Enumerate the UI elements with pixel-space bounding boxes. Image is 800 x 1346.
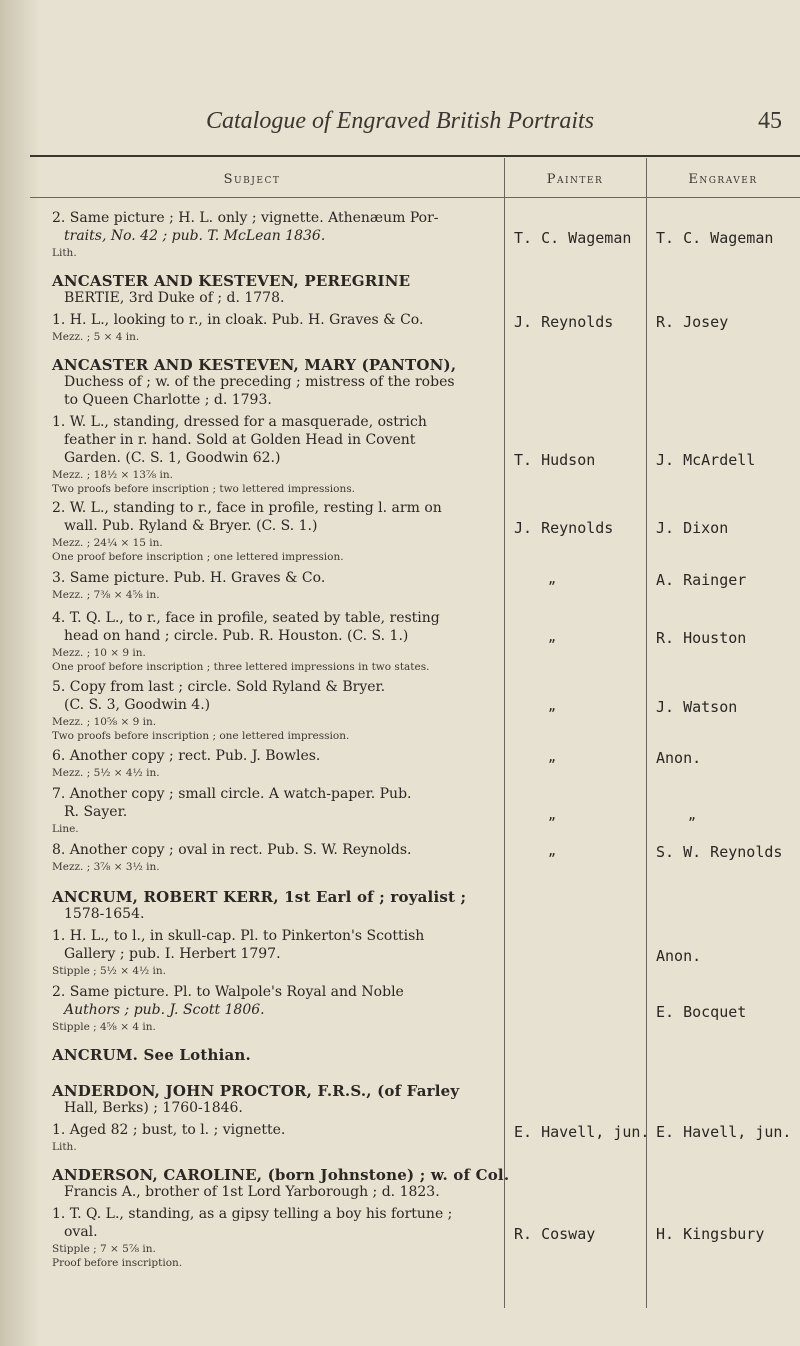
heading-name: ANCRUM, ROBERT KERR, 1st Earl of ; royalist ; <box>52 888 467 906</box>
painter-name: T. Hudson <box>514 451 596 469</box>
entry-medium: Lith. <box>52 1141 77 1153</box>
painter-ditto: „ <box>548 844 556 859</box>
entry-text: Gallery ; pub. I. Herbert 1797. <box>64 946 281 962</box>
engraver-name: T. C. Wageman <box>656 229 774 247</box>
engraver-name: E. Havell, jun. <box>656 1123 792 1141</box>
engraver-name: J. Dixon <box>656 519 729 537</box>
column-header-engraver: Engraver <box>688 172 758 187</box>
entry-medium: Stipple ; 4⅝ × 4 in. <box>52 1021 156 1033</box>
entry-medium: Mezz. ; 3⅞ × 3½ in. <box>52 861 160 873</box>
painter-name: E. Havell, jun. <box>514 1123 650 1141</box>
entry-text: 1. Aged 82 ; bust, to l. ; vignette. <box>52 1122 286 1138</box>
painter-ditto: „ <box>548 808 556 823</box>
entry-text: wall. Pub. Ryland & Bryer. (C. S. 1.) <box>64 518 318 534</box>
entry-text: 2. Same picture ; H. L. only ; vignette. Athenæum Por- <box>52 210 439 226</box>
entry-medium: Lith. <box>52 247 77 259</box>
entry-medium: Stipple ; 7 × 5⅞ in. <box>52 1243 156 1255</box>
entry-text: 1. W. L., standing, dressed for a masquerade, ostrich <box>52 414 427 430</box>
engraver-name: J. McArdell <box>656 451 756 469</box>
painter-ditto: „ <box>548 572 556 587</box>
heading-detail: to Queen Charlotte ; d. 1793. <box>64 392 272 408</box>
heading-detail: Hall, Berks) ; 1760-1846. <box>64 1100 243 1116</box>
entry-medium: Line. <box>52 823 79 835</box>
header-rule <box>30 197 800 198</box>
entry-text: oval. <box>64 1224 98 1240</box>
engraver-name: J. Watson <box>656 698 738 716</box>
entry-text: 1. H. L., to l., in skull-cap. Pl. to Pinkerton's Scottish <box>52 928 425 944</box>
painter-name: J. Reynolds <box>514 313 614 331</box>
engraver-name: A. Rainger <box>656 571 747 589</box>
engraver-name: Anon. <box>656 947 702 965</box>
painter-name: T. C. Wageman <box>514 229 632 247</box>
engraver-ditto: „ <box>688 808 696 823</box>
entry-text: 1. H. L., looking to r., in cloak. Pub. H. Graves & Co. <box>52 312 424 328</box>
painter-ditto: „ <box>548 750 556 765</box>
column-header-painter: Painter <box>546 172 604 187</box>
entry-text: 8. Another copy ; oval in rect. Pub. S. W. Reynolds. <box>52 842 412 858</box>
engraver-name: E. Bocquet <box>656 1003 747 1021</box>
entry-note: One proof before inscription ; three lettered impressions in two states. <box>52 661 430 673</box>
entry-text: 2. Same picture. Pl. to Walpole's Royal and Noble <box>52 984 404 1000</box>
entry-text: 1. T. Q. L., standing, as a gipsy telling a boy his fortune ; <box>52 1206 453 1222</box>
heading-name: ANDERSON, CAROLINE, (born Johnstone) ; w. of Col. <box>52 1166 510 1184</box>
heading-name: ANCASTER AND KESTEVEN, MARY (PANTON), <box>52 356 457 374</box>
entry-text: 2. W. L., standing to r., face in profile, resting l. arm on <box>52 500 442 516</box>
entry-medium: Mezz. ; 10⅝ × 9 in. <box>52 716 157 728</box>
entry-text: 7. Another copy ; small circle. A watch-paper. Pub. <box>52 786 412 802</box>
entry-text: Authors ; pub. J. Scott 1806. <box>64 1002 265 1018</box>
heading-name: ANDERDON, JOHN PROCTOR, F.R.S., (of Farley <box>52 1082 460 1100</box>
engraver-name: R. Josey <box>656 313 729 331</box>
entry-text: 5. Copy from last ; circle. Sold Ryland & Bryer. <box>52 679 386 695</box>
painter-name: R. Cosway <box>514 1225 596 1243</box>
entry-note: Two proofs before inscription ; one lettered impression. <box>52 730 350 742</box>
engraver-name: S. W. Reynolds <box>656 843 783 861</box>
heading-detail: Duchess of ; w. of the preceding ; mistress of the robes <box>64 374 455 390</box>
heading-detail: BERTIE, 3rd Duke of ; d. 1778. <box>64 290 285 306</box>
entry-medium: Stipple ; 5½ × 4½ in. <box>52 965 166 977</box>
entry-note: One proof before inscription ; one lettered impression. <box>52 551 344 563</box>
entry-text: head on hand ; circle. Pub. R. Houston. (C. S. 1.) <box>64 628 409 644</box>
running-head <box>0 108 800 144</box>
entry-note: Two proofs before inscription ; two lettered impressions. <box>52 483 355 495</box>
heading-detail: Francis A., brother of 1st Lord Yarborough ; d. 1823. <box>64 1184 440 1200</box>
engraver-name: R. Houston <box>656 629 747 647</box>
column-divider <box>504 158 505 1308</box>
heading-name: ANCASTER AND KESTEVEN, PEREGRINE <box>52 272 411 290</box>
entry-text: feather in r. hand. Sold at Golden Head in Covent <box>64 432 416 448</box>
page-title: Catalogue of Engraved British Portraits <box>206 108 594 134</box>
cross-reference: ANCRUM. See Lothian. <box>52 1046 251 1064</box>
page-edge-shadow <box>0 0 40 1346</box>
entry-text: 4. T. Q. L., to r., face in profile, seated by table, resting <box>52 610 440 626</box>
entry-text: 6. Another copy ; rect. Pub. J. Bowles. <box>52 748 321 764</box>
column-header-subject: Subject <box>223 172 281 187</box>
painter-name: J. Reynolds <box>514 519 614 537</box>
entry-medium: Mezz. ; 18½ × 13⅞ in. <box>52 469 173 481</box>
entry-medium: Mezz. ; 5 × 4 in. <box>52 331 140 343</box>
entry-text: (C. S. 3, Goodwin 4.) <box>64 697 211 713</box>
painter-ditto: „ <box>548 630 556 645</box>
heading-detail: 1578-1654. <box>64 906 145 922</box>
entry-note: Proof before inscription. <box>52 1257 183 1269</box>
entry-text: traits, No. 42 ; pub. T. McLean 1836. <box>64 228 326 244</box>
entry-medium: Mezz. ; 5½ × 4½ in. <box>52 767 160 779</box>
entry-text: 3. Same picture. Pub. H. Graves & Co. <box>52 570 326 586</box>
entry-medium: Mezz. ; 7⅜ × 4⅝ in. <box>52 589 160 601</box>
entry-medium: Mezz. ; 10 × 9 in. <box>52 647 146 659</box>
engraver-name: Anon. <box>656 749 702 767</box>
page-number: 45 <box>758 108 782 134</box>
top-rule <box>30 155 800 157</box>
entry-text: R. Sayer. <box>64 804 128 820</box>
engraver-name: H. Kingsbury <box>656 1225 765 1243</box>
entry-text: Garden. (C. S. 1, Goodwin 62.) <box>64 450 281 466</box>
entry-medium: Mezz. ; 24¼ × 15 in. <box>52 537 163 549</box>
painter-ditto: „ <box>548 699 556 714</box>
